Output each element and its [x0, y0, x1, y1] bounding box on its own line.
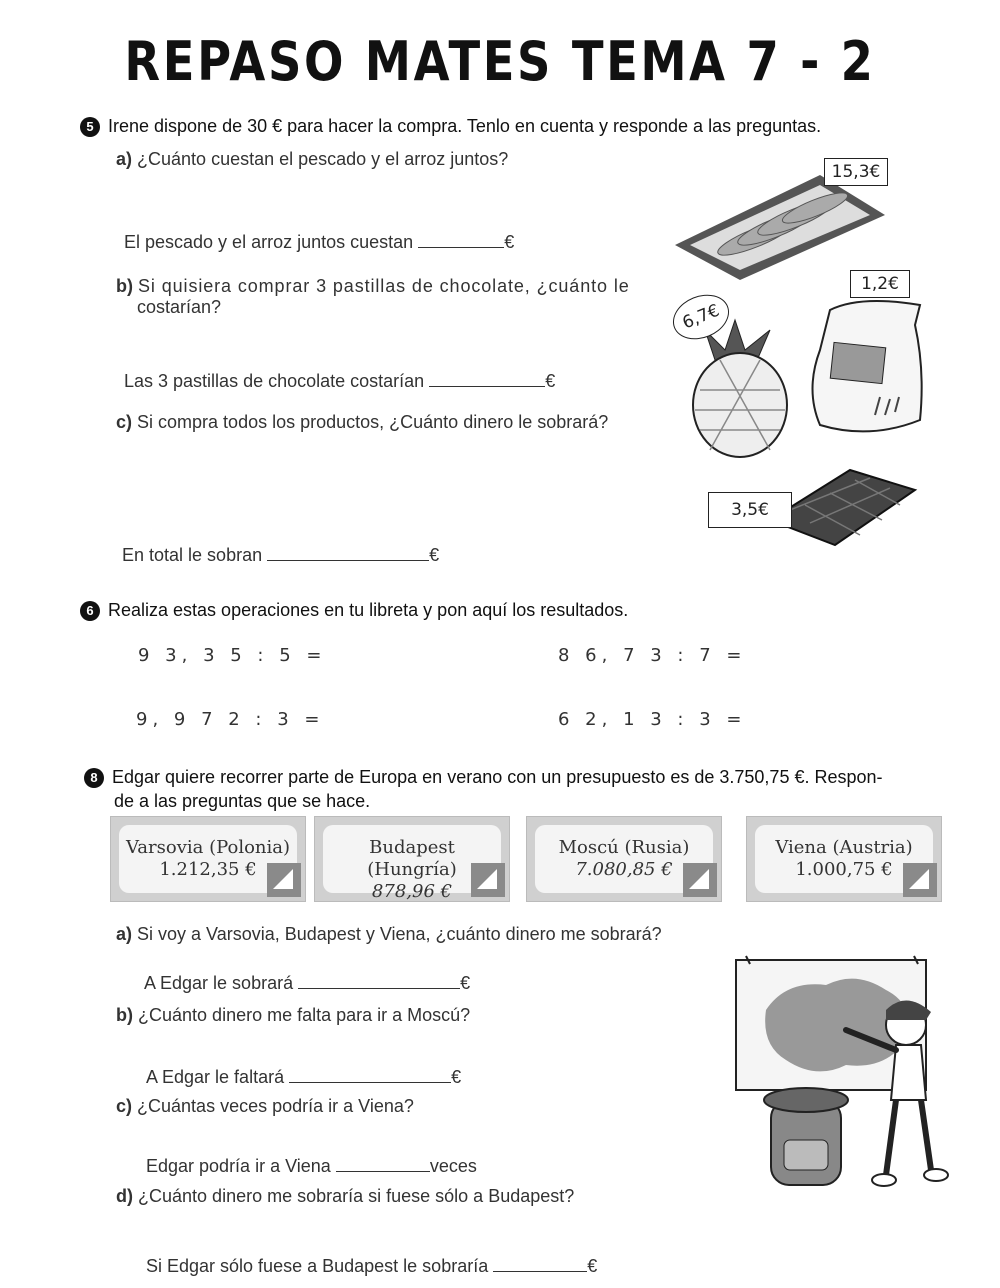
question-5b-line1: Si quisiera comprar 3 pastillas de chocolate, ¿cuánto le [138, 276, 630, 296]
question-5a: ¿Cuánto cuestan el pescado y el arroz juntos? [137, 149, 509, 169]
question-8d: ¿Cuánto dinero me sobraría si fuese sólo a Budapest? [138, 1186, 575, 1206]
exercise-5-a [116, 149, 508, 170]
answer-5c-text: En total le sobran [122, 545, 263, 565]
city-card-budapest [314, 816, 510, 902]
question-5c: Si compra todos los productos, ¿Cuánto dinero le sobrará? [137, 412, 609, 432]
label-a: a) [116, 924, 133, 944]
answer-8b-text: A Edgar le faltará [146, 1067, 285, 1087]
answer-8b-row [146, 1066, 461, 1088]
label-c: c) [116, 412, 133, 432]
products-illustration [660, 150, 940, 560]
answer-5c-blank[interactable] [267, 544, 429, 561]
operation-1: 9 3, 3 5 : 5 = [138, 645, 327, 666]
answer-8d-text: Si Edgar sólo fuese a Budapest le sobraría [146, 1256, 489, 1276]
euro-symbol: € [504, 232, 515, 252]
exercise-6-text: Realiza estas operaciones en tu libreta y pon aquí los resultados. [108, 600, 629, 620]
fold-corner-icon [267, 863, 301, 897]
euro-symbol: € [545, 371, 556, 391]
pineapple-icon [693, 320, 787, 457]
answer-8a-blank[interactable] [298, 972, 460, 989]
backpack-icon [764, 1088, 848, 1185]
answer-8a-text: A Edgar le sobrará [144, 973, 294, 993]
answer-5a-row [124, 231, 514, 253]
city-name: Moscú (Rusia) [558, 837, 690, 858]
price-tag-fish: 15,3€ [824, 158, 888, 186]
price-tag-chocolate: 3,5€ [708, 492, 792, 528]
answer-5a-blank[interactable] [418, 231, 504, 248]
label-a: a) [116, 149, 133, 169]
euro-symbol: € [587, 1256, 598, 1276]
exercise-8-a [116, 924, 662, 945]
city-price: 7.080,85 € [575, 859, 673, 880]
answer-8d-blank[interactable] [493, 1255, 587, 1272]
label-d: d) [116, 1186, 133, 1206]
city-name: Budapest (Hungría) [367, 837, 457, 880]
question-8a: Si voy a Varsovia, Budapest y Viena, ¿cuánto dinero me sobrará? [137, 924, 662, 944]
operation-2: 8 6, 7 3 : 7 = [558, 645, 747, 666]
answer-5a-text: El pescado y el arroz juntos cuestan [124, 232, 414, 252]
exercise-6-statement [80, 600, 628, 621]
question-8b: ¿Cuánto dinero me falta para ir a Moscú? [138, 1005, 471, 1025]
operation-3: 9, 9 7 2 : 3 = [136, 709, 325, 730]
exercise-8-number: 8 [84, 768, 104, 788]
exercise-5-number: 5 [80, 117, 100, 137]
fold-corner-icon [683, 863, 717, 897]
exercise-8-b [116, 1005, 470, 1026]
city-card-viena [746, 816, 942, 902]
price-tag-rice: 1,2€ [850, 270, 910, 298]
exercise-8-d [116, 1186, 574, 1207]
answer-5b-text: Las 3 pastillas de chocolate costarían [124, 371, 425, 391]
city-price: 878,96 € [371, 881, 453, 902]
operation-4: 6 2, 1 3 : 3 = [558, 709, 747, 730]
exercise-8-statement [84, 765, 954, 813]
question-8c: ¿Cuántas veces podría ir a Viena? [137, 1096, 414, 1116]
answer-5b-row [124, 370, 555, 392]
answer-8c-row [146, 1155, 477, 1177]
exercise-8-text-line1: Edgar quiere recorrer parte de Europa en verano con un presupuesto es de 3.750,75 €. Respon- [112, 767, 883, 787]
city-card-moscu [526, 816, 722, 902]
exercise-5-statement [80, 116, 821, 137]
exercise-5-text: Irene dispone de 30 € para hacer la compra. Tenlo en cuenta y responde a las preguntas. [108, 116, 822, 136]
euro-symbol: € [451, 1067, 462, 1087]
answer-8c-text: Edgar podría ir a Viena [146, 1156, 331, 1176]
answer-5c-row [122, 544, 439, 566]
label-b: b) [116, 276, 133, 296]
question-5b-line2: costarían? [137, 297, 222, 317]
city-card-varsovia [110, 816, 306, 902]
euro-symbol: € [429, 545, 440, 565]
city-name: Varsovia (Polonia) [125, 837, 291, 858]
exercise-8-c [116, 1096, 414, 1117]
answer-8a-row [144, 972, 470, 994]
traveler-map-illustration [726, 950, 956, 1200]
fish-tray-icon [675, 175, 885, 280]
answer-8d-row [146, 1255, 597, 1277]
answer-5b-blank[interactable] [429, 370, 545, 387]
page-title: REPASO MATES TEMA 7 - 2 [124, 30, 876, 93]
answer-8c-suffix: veces [429, 1156, 477, 1176]
exercise-8-text-line2: de a las preguntas que se hace. [114, 791, 371, 811]
label-c: c) [116, 1096, 133, 1116]
rice-bag-icon [813, 301, 922, 431]
city-price: 1.212,35 € [159, 859, 257, 880]
answer-8c-blank[interactable] [336, 1155, 430, 1172]
label-b: b) [116, 1005, 133, 1025]
answer-8b-blank[interactable] [289, 1066, 451, 1083]
city-price: 1.000,75 € [795, 859, 893, 880]
exercise-5-c [116, 412, 608, 433]
euro-symbol: € [460, 973, 471, 993]
fold-corner-icon [471, 863, 505, 897]
exercise-6-number: 6 [80, 601, 100, 621]
city-name: Viena (Austria) [775, 837, 913, 858]
exercise-5-b [116, 276, 646, 318]
price-tag-pineapple: 6,7€ [666, 287, 736, 348]
fold-corner-icon [903, 863, 937, 897]
